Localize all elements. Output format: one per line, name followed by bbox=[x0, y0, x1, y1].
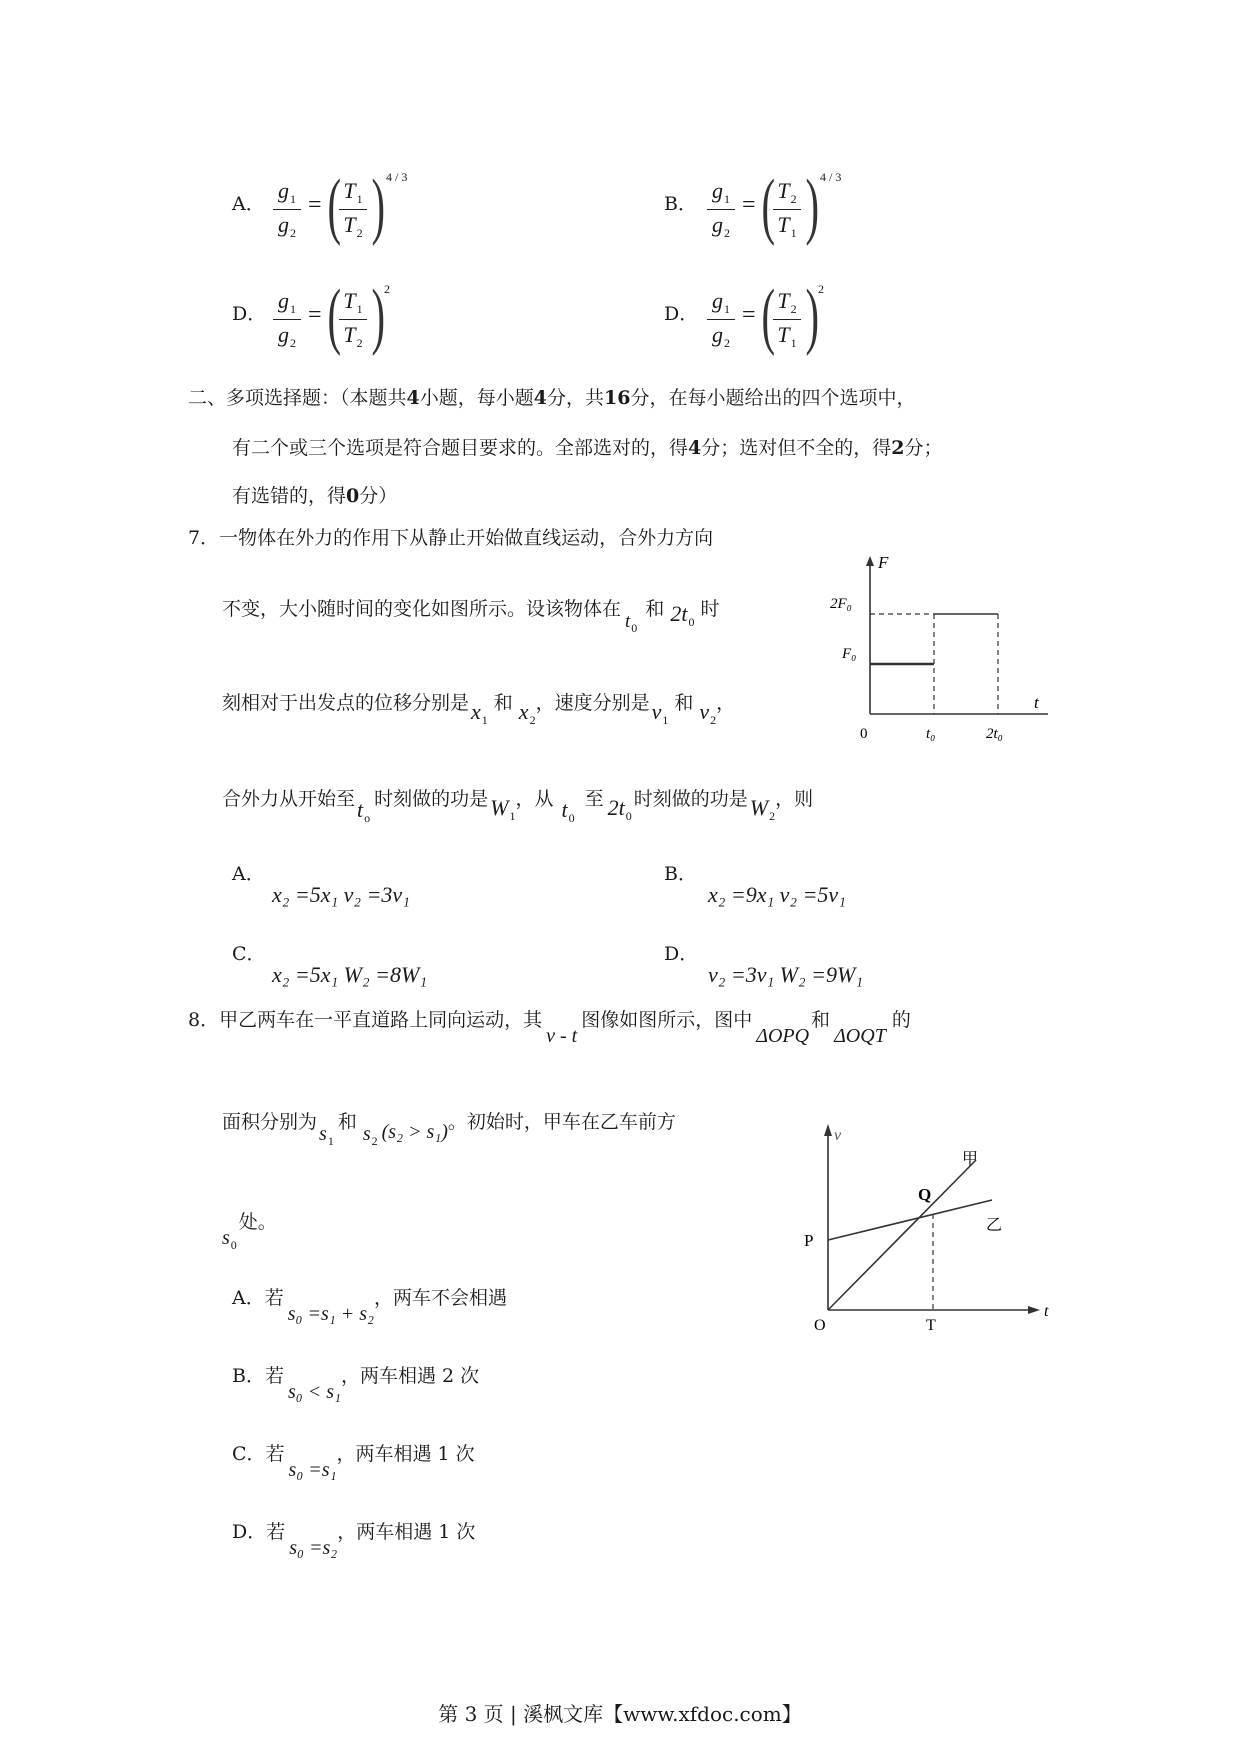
right-paren: ) bbox=[371, 275, 386, 357]
equals-sign: = bbox=[308, 192, 322, 218]
q7-line3: 刻相对于出发点的位移分别是$x_1$和 $x_2$，速度分别是$v_1$和 $v_2$， bbox=[222, 692, 736, 727]
fraction-lhs: $g_1$ $g_2$ bbox=[272, 286, 302, 353]
equals-sign: = bbox=[742, 192, 756, 218]
option-a-math: x₂ =5x₁ v₂ =3v₁ bbox=[272, 882, 410, 907]
f-axis-arrow bbox=[866, 556, 874, 566]
left-paren: ( bbox=[327, 275, 342, 357]
q8-option-d: D．若s₀ =s₂，两车相遇 1 次 bbox=[232, 1521, 476, 1559]
option-label: C． bbox=[232, 943, 266, 965]
series-jia-label: 甲 bbox=[962, 1151, 979, 1168]
fraction-lhs: $g_1$ $g_2$ bbox=[706, 176, 736, 243]
fraction-rhs: $T_2$ $T_1$ bbox=[772, 176, 802, 243]
q8-option-b: B．若s₀ < s₁，两车相遇 2 次 bbox=[232, 1365, 480, 1403]
q8-option-a: A．若s₀ =s₁ + s₂，两车不会相遇 bbox=[232, 1287, 507, 1325]
v-axis-arrow bbox=[824, 1124, 832, 1136]
left-paren: ( bbox=[761, 165, 776, 247]
option-label: D． bbox=[232, 303, 267, 325]
point-q-label: Q bbox=[918, 1185, 932, 1204]
q7-line1: 7．一物体在外力的作用下从静止开始做直线运动，合外力方向 bbox=[188, 527, 714, 549]
q8-line2: 面积分别为$s_1$和$s_2$ (s₂ > s₁)。初始时，甲车在乙车前方 bbox=[222, 1111, 676, 1148]
option-label: B． bbox=[664, 863, 697, 885]
t-axis-label: t bbox=[1044, 1303, 1049, 1320]
series-yi-label: 乙 bbox=[986, 1217, 1003, 1234]
section2-line2: 有二个或三个选项是符合题目要求的。全部选对的，得4分；选对但不全的，得2分； bbox=[232, 437, 943, 459]
v-axis-label: v bbox=[834, 1127, 842, 1144]
q8-option-c: C．若s₀ =s₁，两车相遇 1 次 bbox=[232, 1443, 475, 1481]
fraction-rhs: $T_1$ $T_2$ bbox=[338, 176, 368, 243]
exponent: 2 bbox=[818, 282, 824, 296]
section2-line1: 二、多项选择题：（本题共4小题，每小题4分，共16分，在每小题给出的四个选项中， bbox=[188, 387, 916, 409]
fraction-rhs: $T_2$ $T_1$ bbox=[772, 286, 802, 353]
left-paren: ( bbox=[327, 165, 342, 247]
option-label: D． bbox=[664, 303, 699, 325]
page-footer: 第 3 页 | 溪枫文库【www.xfdoc.com】 bbox=[438, 1702, 802, 1726]
velocity-time-graph bbox=[790, 1118, 1060, 1340]
q8-line1: 8．甲乙两车在一平直道路上同向运动，其v - t图像如图所示，图中ΔOPQ和ΔOQT的 bbox=[188, 1009, 911, 1047]
tick-t0-label: t₀ bbox=[926, 726, 936, 742]
exponent: 4 / 3 bbox=[386, 170, 408, 184]
exponent: 4 / 3 bbox=[820, 170, 842, 184]
origin-label: 0 bbox=[860, 726, 868, 742]
force-series bbox=[870, 614, 998, 714]
option-d-math: v₂ =3v₁ W₂ =9W₁ bbox=[708, 962, 863, 987]
right-paren: ) bbox=[805, 275, 820, 357]
level-high-label: 2F₀ bbox=[830, 596, 852, 612]
q8-line3: $s_0$处。 bbox=[222, 1211, 277, 1252]
line-yi bbox=[828, 1200, 992, 1240]
fraction-lhs: $g_1$ $g_2$ bbox=[706, 286, 736, 353]
option-label: A． bbox=[232, 863, 265, 885]
exponent: 2 bbox=[384, 282, 390, 296]
equals-sign: = bbox=[308, 302, 322, 328]
option-label: B． bbox=[664, 193, 697, 215]
option-label: A． bbox=[232, 193, 265, 215]
fraction-lhs: $g_1$ $g_2$ bbox=[272, 176, 302, 243]
f-axis-label: F bbox=[878, 553, 889, 572]
right-paren: ) bbox=[371, 165, 386, 247]
left-paren: ( bbox=[761, 275, 776, 357]
q7-line4: 合外力从开始至$t_o$时刻做的功是$W_1$，从 $t_0$至 $2t_0$时刻做的功是$W_2$，则 bbox=[222, 788, 814, 825]
point-p-label: P bbox=[804, 1231, 814, 1250]
option-label: D． bbox=[664, 943, 699, 965]
t-axis-label: t bbox=[1034, 693, 1039, 712]
right-paren: ) bbox=[805, 165, 820, 247]
tick-2t0-label: 2t₀ bbox=[986, 726, 1003, 742]
option-c-math: x₂ =5x₁ W₂ =8W₁ bbox=[272, 962, 427, 987]
point-t-label: T bbox=[926, 1317, 936, 1334]
force-time-graph bbox=[822, 552, 1062, 748]
level-low-label: F₀ bbox=[842, 646, 857, 662]
option-b-math: x₂ =9x₁ v₂ =5v₁ bbox=[708, 882, 846, 907]
t-axis-arrow bbox=[1028, 1306, 1040, 1314]
fraction-rhs: $T_1$ $T_2$ bbox=[338, 286, 368, 353]
equals-sign: = bbox=[742, 302, 756, 328]
origin-label: O bbox=[814, 1317, 826, 1334]
q7-line2: 不变，大小随时间的变化如图所示。设该物体在$t_0$和 $2t_0$时 bbox=[222, 598, 720, 635]
section2-line3: 有选错的，得0分） bbox=[232, 485, 398, 507]
